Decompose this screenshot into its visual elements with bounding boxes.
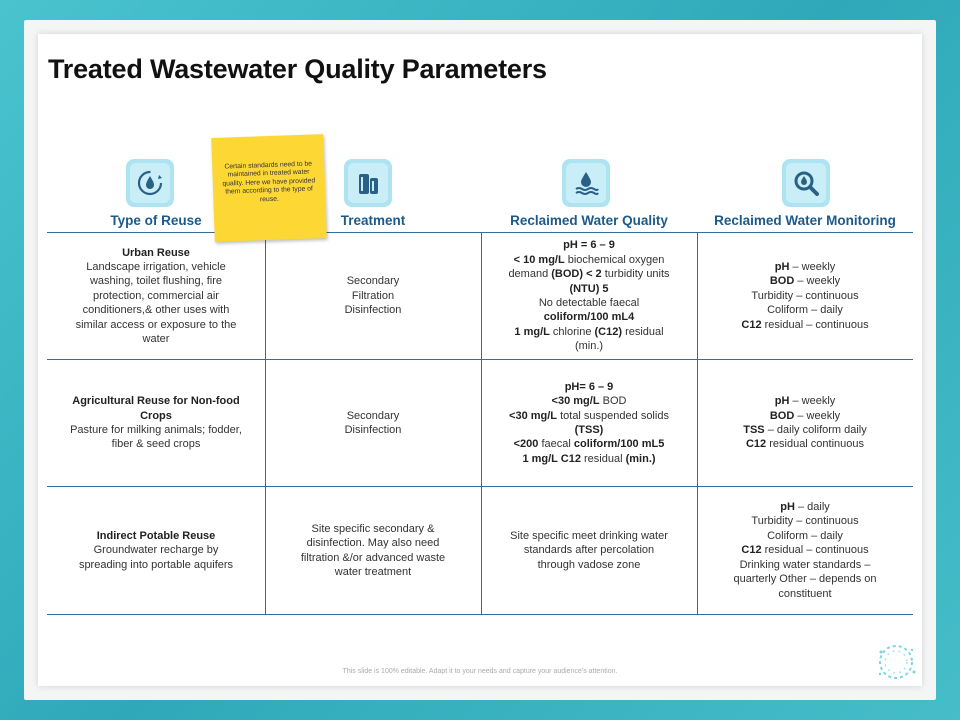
header-reclaimed-water-quality: Reclaimed Water Quality (510, 213, 668, 228)
bold-segment: (C12) (594, 325, 623, 338)
bold-segment: TSS (743, 424, 765, 436)
bold-segment: pH (774, 395, 790, 408)
bold-segment: C12 (745, 438, 767, 451)
table-top-rule (47, 232, 913, 233)
text-line: Groundwater recharge by (93, 544, 219, 557)
text-line (751, 289, 858, 303)
text-line: filtration &/or advanced waste (300, 551, 446, 564)
text-line: water (142, 333, 170, 346)
text-line (740, 558, 871, 572)
bold-segment: (min.) (625, 452, 656, 465)
reuse-title: Urban Reuse (122, 246, 190, 259)
row-1-water-quality (484, 234, 694, 358)
text-line (743, 423, 867, 437)
text-segment: turbidity units (601, 268, 670, 281)
reuse-title: Indirect Potable Reuse (96, 529, 216, 542)
text-segment: Coliform – daily (767, 304, 843, 317)
text-line (778, 587, 831, 601)
bold-segment: pH = 6 – 9 (563, 239, 615, 252)
text-segment: – daily coliform daily (764, 424, 867, 436)
bold-segment: <30 mg/L (551, 395, 600, 408)
text-segment: – daily (794, 501, 830, 514)
bold-segment: 1 mg/L (514, 325, 550, 338)
bold-segment: (TSS) (574, 424, 604, 436)
text-line: fiber & seed crops (111, 438, 201, 451)
row-2-treatment (268, 361, 478, 485)
text-segment: chlorine (549, 325, 595, 338)
text-line (539, 296, 639, 310)
text-segment: constituent (778, 587, 832, 600)
text-segment: residual – continuous (761, 544, 869, 557)
row-1-treatment (268, 234, 478, 358)
reuse-title: Agricultural Reuse for Non-food Crops (72, 395, 240, 422)
row-3-water-monitoring (700, 488, 910, 613)
col-icon-quality (562, 159, 610, 207)
row-3-treatment (268, 488, 478, 613)
text-line: Secondary (346, 409, 400, 422)
water-drop-waves-icon (571, 168, 601, 198)
text-line: protection, commercial air (93, 289, 219, 302)
text-line: conditioners,& other uses with (82, 304, 230, 317)
text-line: Disinfection (344, 304, 402, 317)
text-segment: residual continuous (766, 438, 865, 451)
text-segment: faecal (538, 438, 574, 451)
text-segment: – weekly (794, 275, 841, 288)
text-line (544, 310, 634, 324)
text-segment: residual – continuous (761, 318, 869, 331)
bold-segment: < 10 mg/L (513, 253, 565, 266)
text-line (770, 409, 840, 423)
text-line (522, 452, 655, 466)
text-segment: Turbidity – continuous (751, 289, 859, 302)
text-line (514, 325, 663, 339)
text-line: Landscape irrigation, vehicle (86, 260, 226, 273)
text-line (514, 253, 665, 267)
bold-segment: pH (780, 501, 795, 514)
text-segment: – weekly (789, 260, 836, 273)
text-line (569, 282, 608, 296)
col-icon-reuse (126, 159, 174, 207)
row-1-type-of-reuse (50, 234, 262, 358)
text-line: washing, toilet flushing, fire (89, 275, 223, 288)
bold-segment: C12 (741, 318, 762, 331)
text-segment: biochemical oxygen (564, 253, 665, 266)
text-line (751, 514, 858, 528)
text-line: Site specific secondary & (311, 522, 435, 535)
text-segment: Coliform – daily (767, 529, 843, 542)
text-line (741, 543, 868, 557)
text-line (575, 423, 604, 437)
header-reclaimed-water-monitoring: Reclaimed Water Monitoring (714, 213, 896, 228)
text-line (741, 318, 868, 332)
text-line (552, 394, 627, 408)
text-line (514, 437, 665, 451)
text-segment: Drinking water standards – (739, 558, 871, 571)
text-segment: – weekly (794, 409, 841, 422)
bold-segment: (BOD) < 2 (551, 268, 602, 281)
bold-segment: BOD (769, 275, 795, 288)
text-segment: – weekly (789, 395, 836, 408)
bold-segment: 1 mg/L C12 (522, 452, 581, 465)
text-line (767, 303, 843, 317)
text-segment: standards after percolation (523, 544, 655, 557)
text-line (563, 238, 615, 252)
text-segment: through vadose zone (537, 558, 641, 571)
text-line: spreading into portable aquifers (78, 558, 234, 571)
text-line (538, 558, 641, 572)
water-cycle-icon (135, 168, 165, 198)
row-3-water-quality (484, 488, 694, 613)
text-line (767, 529, 843, 543)
header-type-of-reuse: Type of Reuse (110, 213, 202, 228)
text-line (509, 409, 669, 423)
text-line (770, 274, 840, 288)
column-divider (697, 232, 698, 614)
text-line (508, 267, 669, 281)
text-line (775, 394, 836, 408)
text-segment: quarterly Other – depends on (733, 573, 877, 586)
text-line (565, 380, 614, 394)
text-segment: Turbidity – continuous (751, 515, 859, 528)
text-segment: demand (508, 268, 552, 281)
text-line: disinfection. May also need (306, 537, 440, 550)
text-line: Filtration (351, 289, 395, 302)
text-line: Disinfection (344, 424, 402, 436)
bold-segment: <200 (513, 438, 539, 451)
text-line (775, 260, 836, 274)
sticky-note: Certain standards need to be maintained in treated water quality. Here we have provided them according to the type of reuse. (211, 134, 327, 242)
text-segment: (min.) (574, 340, 604, 353)
reuse-description (79, 543, 233, 572)
footer-text: This slide is 100% editable. Adapt it to your needs and capture your audience's attention. (342, 668, 618, 675)
col-icon-monitoring (782, 159, 830, 207)
text-segment: residual (622, 325, 664, 338)
text-segment: total suspended solids (557, 409, 669, 422)
column-divider (481, 232, 482, 614)
text-line (746, 437, 864, 451)
row-2-type-of-reuse (58, 361, 254, 485)
text-line (510, 529, 668, 543)
bold-segment: BOD (769, 409, 795, 422)
reuse-description (70, 423, 242, 452)
bold-segment: coliform/100 mL5 (573, 438, 665, 451)
text-line: similar access or exposure to the (75, 318, 237, 331)
row-divider (47, 486, 913, 487)
col-icon-treatment (344, 159, 392, 207)
reuse-description (76, 260, 237, 346)
bold-segment: (NTU) 5 (569, 282, 609, 295)
bold-segment: <30 mg/L (509, 409, 558, 422)
text-line: Secondary (346, 275, 400, 288)
text-line: Pasture for milking animals; fodder, (70, 424, 242, 436)
water-tank-icon (353, 168, 383, 198)
text-line (524, 543, 654, 557)
row-2-water-quality (484, 361, 694, 485)
bold-segment: coliform/100 mL4 (543, 311, 635, 324)
text-segment: No detectable faecal (538, 297, 640, 309)
page-title: Treated Wastewater Quality Parameters (48, 54, 547, 84)
text-segment: Site specific meet drinking water (510, 529, 668, 542)
row-2-water-monitoring (700, 361, 910, 485)
text-segment: BOD (599, 395, 627, 408)
header-treatment: Treatment (340, 213, 406, 228)
text-line (780, 500, 830, 514)
text-line (733, 572, 876, 586)
table-bottom-rule (47, 614, 913, 615)
bold-segment: C12 (741, 544, 762, 557)
bold-segment: pH= 6 – 9 (564, 380, 614, 393)
column-divider (265, 232, 266, 614)
text-segment: residual (580, 452, 626, 465)
text-line (575, 339, 603, 353)
water-splash-icon (872, 638, 920, 686)
magnify-drop-icon (791, 168, 821, 198)
row-divider (47, 359, 913, 360)
row-3-type-of-reuse (50, 488, 262, 613)
row-1-water-monitoring (700, 234, 910, 358)
bold-segment: pH (774, 260, 790, 273)
text-line: water treatment (334, 565, 412, 578)
